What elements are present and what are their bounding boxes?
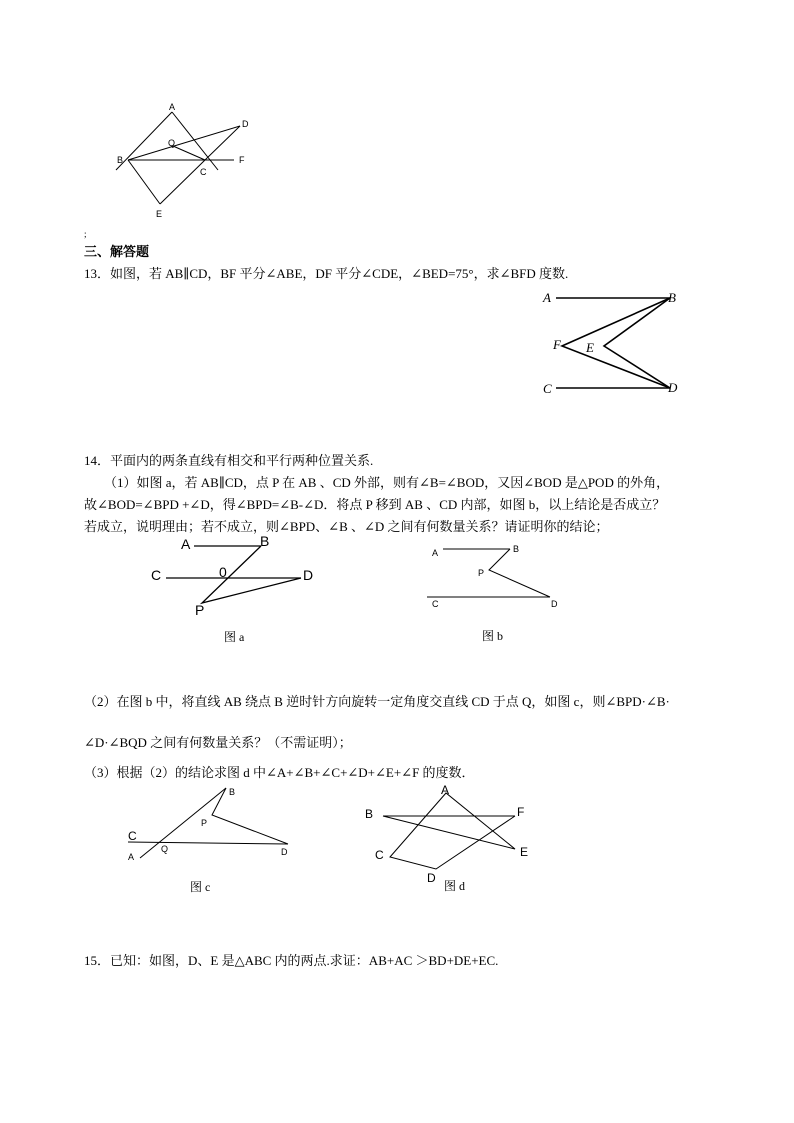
top-label-c: C xyxy=(200,167,207,177)
fig-c-caption: 图 c xyxy=(190,880,211,894)
q13-label-f: F xyxy=(553,337,561,352)
fig-a-label-d: D xyxy=(303,567,314,583)
q13-label-a: A xyxy=(543,290,551,305)
top-label-q: Q xyxy=(168,138,176,148)
fig-b-label-a: A xyxy=(432,548,439,558)
fig-d-caption: 图 d xyxy=(444,879,466,893)
fig-c-label-c: C xyxy=(128,829,137,843)
fig-d-label-b: B xyxy=(365,807,374,821)
q13-label-c: C xyxy=(543,381,552,396)
q15-text: 15．已知：如图，D、E 是△ABC 内的两点.求证：AB+AC ＞BD+DE+EC. xyxy=(84,953,499,968)
fig-b-label-c: C xyxy=(432,599,439,609)
q14-line4: 若成立，说明理由；若不成立，则∠BPD、∠B 、∠D 之间有何数量关系？请证明你的结论； xyxy=(84,519,609,534)
fig-a-label-o: 0 xyxy=(219,564,227,580)
fig-d-label-c: C xyxy=(375,848,384,862)
fig-a-label-b: B xyxy=(260,533,270,549)
q13-label-b: B xyxy=(668,290,676,305)
fig-d-label-d: D xyxy=(427,871,436,885)
q14-part3: （3）根据（2）的结论求图 d 中∠A+∠B+∠C+∠D+∠E+∠F 的度数． xyxy=(84,765,475,780)
fig-b-caption: 图 b xyxy=(482,629,504,643)
fig-d-label-a: A xyxy=(441,783,450,797)
q14-line1: 14．平面内的两条直线有相交和平行两种位置关系. xyxy=(84,453,374,468)
q13-text: 13．如图，若 AB∥CD，BF 平分∠ABE，DF 平分∠CDE，∠BED=75°，求∠BFD 度数. xyxy=(84,266,569,281)
fig-c-label-a: A xyxy=(128,852,135,862)
top-label-f: F xyxy=(239,155,245,165)
q14-line2: （1）如图 a，若 AB∥CD，点 P 在 AB 、CD 外部，则有∠B=∠BOD，又因∠BOD 是△POD 的外角， xyxy=(104,475,670,490)
fig-b-label-b: B xyxy=(513,544,520,554)
fig-a-caption: 图 a xyxy=(224,630,245,644)
q14-part2-line1: （2）在图 b 中，将直线 AB 绕点 B 逆时针方向旋转一定角度交直线 CD 于点 Q，如图 c，则∠BPD·∠B· xyxy=(84,694,670,709)
q14-part2-line2: ∠D·∠BQD 之间有何数量关系？（不需证明）； xyxy=(84,735,352,750)
fig-a-label-a: A xyxy=(181,536,191,552)
fig-a-label-c: C xyxy=(151,567,162,583)
fig-d-label-f: F xyxy=(517,805,525,819)
top-label-e: E xyxy=(156,209,163,219)
fig-c-label-p: P xyxy=(201,818,208,828)
top-label-a: A xyxy=(169,102,176,112)
fig-c-label-b: B xyxy=(229,787,236,797)
fig-c-label-d: D xyxy=(281,847,288,857)
top-label-d: D xyxy=(242,119,249,129)
q13-label-d: D xyxy=(668,380,678,395)
top-semicolon: ; xyxy=(84,229,87,239)
fig-d-label-e: E xyxy=(520,845,529,859)
fig-b-label-p: P xyxy=(478,568,485,578)
fig-c-label-q: Q xyxy=(161,844,169,854)
section-title: 三、解答题 xyxy=(84,244,150,259)
fig-b-label-d: D xyxy=(551,599,558,609)
top-label-b: B xyxy=(117,155,124,165)
q14-line3: 故∠BOD=∠BPD +∠D，得∠BPD=∠B-∠D．将点 P 移到 AB 、CD 内部，如图 b，以上结论是否成立？ xyxy=(84,497,666,512)
q13-label-e: E xyxy=(586,340,594,355)
fig-a-label-p: P xyxy=(195,602,205,618)
